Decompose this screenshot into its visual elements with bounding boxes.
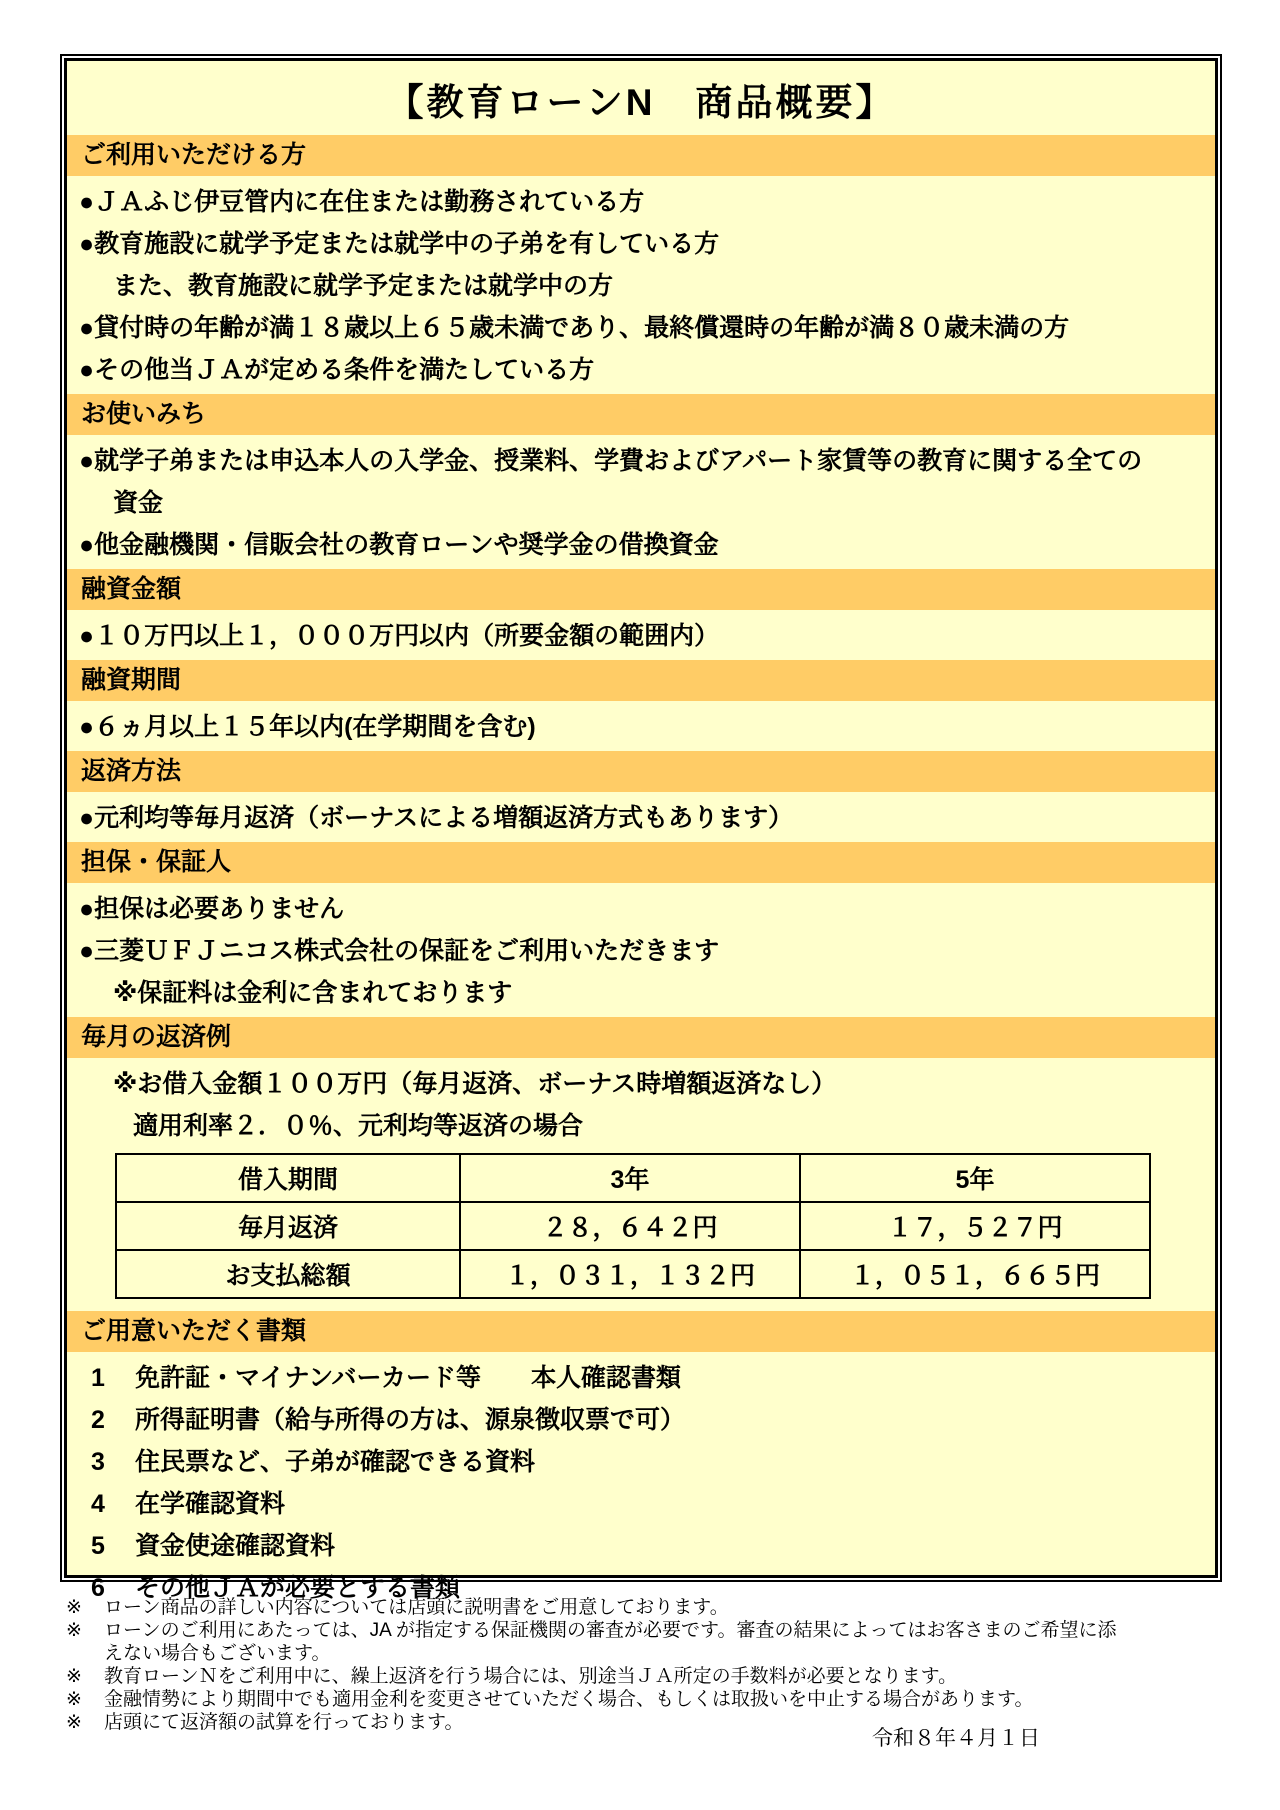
body-line: ●１０万円以上１，０００万円以内（所要金額の範囲内） (79, 622, 720, 650)
repayment-example-table (115, 1153, 1151, 1299)
sections-container (67, 135, 1215, 1609)
body-line: 資金 (113, 489, 164, 517)
footnote-item (66, 1619, 1226, 1665)
section-header-1: お使いみち (67, 394, 1215, 435)
body-line: ●担保は必要ありません (79, 895, 345, 923)
list-item-number: 4 (91, 1490, 105, 1518)
table-cell: １，０５１，６６５円 (800, 1250, 1150, 1298)
document-list-item (67, 1483, 1215, 1525)
list-item-text: その他ＪＡが必要とする書類 (135, 1574, 461, 1602)
body-line: ●就学子弟または申込本人の入学金、授業料、学費およびアパート家賃等の教育に関する全ての (79, 447, 1143, 475)
footnote-marker: ※ (66, 1597, 82, 1618)
table-header-cell: 5年 (800, 1154, 1150, 1202)
product-overview-box-inner (64, 58, 1218, 1602)
section-header-7: ご用意いただく書類 (67, 1311, 1215, 1352)
footnote-item (66, 1688, 1226, 1711)
list-item-number: 5 (91, 1532, 105, 1560)
product-overview-box (60, 54, 1222, 1602)
section-header-2: 融資金額 (67, 569, 1215, 610)
table-cell: ２８，６４２円 (460, 1202, 800, 1250)
table-header-row (116, 1154, 1150, 1202)
table-row (116, 1202, 1150, 1250)
body-line: ※保証料は金利に含まれております (113, 979, 513, 1007)
footnote-text: 金融情勢により期間中でも適用金利を変更させていただく場合、もしくは取扱いを中止する場合があります。 (104, 1689, 1034, 1710)
section-header-6: 毎月の返済例 (67, 1017, 1215, 1058)
body-line: ●三菱ＵＦＪニコス株式会社の保証をご利用いただきます (79, 937, 720, 965)
table-row (116, 1250, 1150, 1298)
footnote-marker: ※ (66, 1712, 82, 1733)
body-line: ●他金融機関・信販会社の教育ローンや奨学金の借換資金 (79, 531, 719, 559)
table-cell: １，０３１，１３２円 (460, 1250, 800, 1298)
table-header-cell: 3年 (460, 1154, 800, 1202)
section-header-5: 担保・保証人 (67, 842, 1215, 883)
body-line: ●６ヵ月以上１５年以内(在学期間を含む) (79, 713, 536, 741)
footnote-text: ローン商品の詳しい内容については店頭に説明書をご用意しております。 (104, 1597, 729, 1618)
document-list-item (67, 1357, 1215, 1399)
body-line: ●元利均等毎月返済（ボーナスによる増額返済方式もあります） (79, 804, 794, 832)
list-item-number: 2 (91, 1406, 105, 1434)
list-item-text: 住民票など、子弟が確認できる資料 (135, 1448, 536, 1476)
body-line: ●ＪＡふじ伊豆管内に在住または勤務されている方 (79, 188, 645, 216)
page-title: 【教育ローンN 商品概要】 (386, 82, 896, 123)
body-line: 適用利率２．０％、元利均等返済の場合 (133, 1112, 584, 1140)
document-list-item (67, 1441, 1215, 1483)
footnotes (66, 1596, 1226, 1734)
footnote-marker: ※ (66, 1666, 82, 1687)
table-cell: 毎月返済 (116, 1202, 460, 1250)
footnote-item (66, 1596, 1226, 1619)
section-header-0: ご利用いただける方 (67, 135, 1215, 176)
body-line: ※お借入金額１００万円（毎月返済、ボーナス時増額返済なし） (113, 1070, 837, 1098)
table-header-cell: 借入期間 (116, 1154, 460, 1202)
section-header-3: 融資期間 (67, 660, 1215, 701)
document-list-item (67, 1525, 1215, 1567)
document-date: 令和８年４月１日 (872, 1727, 1040, 1750)
list-item-text: 所得証明書（給与所得の方は、源泉徴収票で可） (135, 1406, 686, 1434)
list-item-number: 1 (91, 1364, 105, 1392)
body-line: ●その他当ＪＡが定める条件を満たしている方 (79, 356, 595, 384)
footnote-text: ローンのご利用にあたっては、JA が指定する保証機関の審査が必要です。審査の結果によってはお客さまのご希望に添えない場合もございます。 (104, 1620, 1117, 1664)
footnote-text: 教育ローンＮをご利用中に、繰上返済を行う場合には、別途当ＪＡ所定の手数料が必要となります。 (104, 1666, 958, 1687)
table-cell: お支払総額 (116, 1250, 460, 1298)
list-item-number: 3 (91, 1448, 105, 1476)
footnote-marker: ※ (66, 1689, 82, 1710)
footnote-marker: ※ (66, 1620, 82, 1641)
body-line: ●教育施設に就学予定または就学中の子弟を有している方 (79, 230, 720, 258)
footnote-text: 店頭にて返済額の試算を行っております。 (104, 1712, 464, 1733)
document-list-item (67, 1399, 1215, 1441)
footnote-item (66, 1665, 1226, 1688)
list-item-text: 在学確認資料 (135, 1490, 286, 1518)
body-line: ●貸付時の年齢が満１８歳以上６５歳未満であり、最終償還時の年齢が満８０歳未満の方 (79, 314, 1070, 342)
section-header-4: 返済方法 (67, 751, 1215, 792)
body-line: また、教育施設に就学予定または就学中の方 (113, 272, 614, 300)
list-item-text: 資金使途確認資料 (135, 1532, 336, 1560)
table-cell: １７，５２７円 (800, 1202, 1150, 1250)
list-item-text: 免許証・マイナンバーカード等 本人確認書類 (135, 1364, 682, 1392)
list-item-number: 6 (91, 1574, 105, 1602)
